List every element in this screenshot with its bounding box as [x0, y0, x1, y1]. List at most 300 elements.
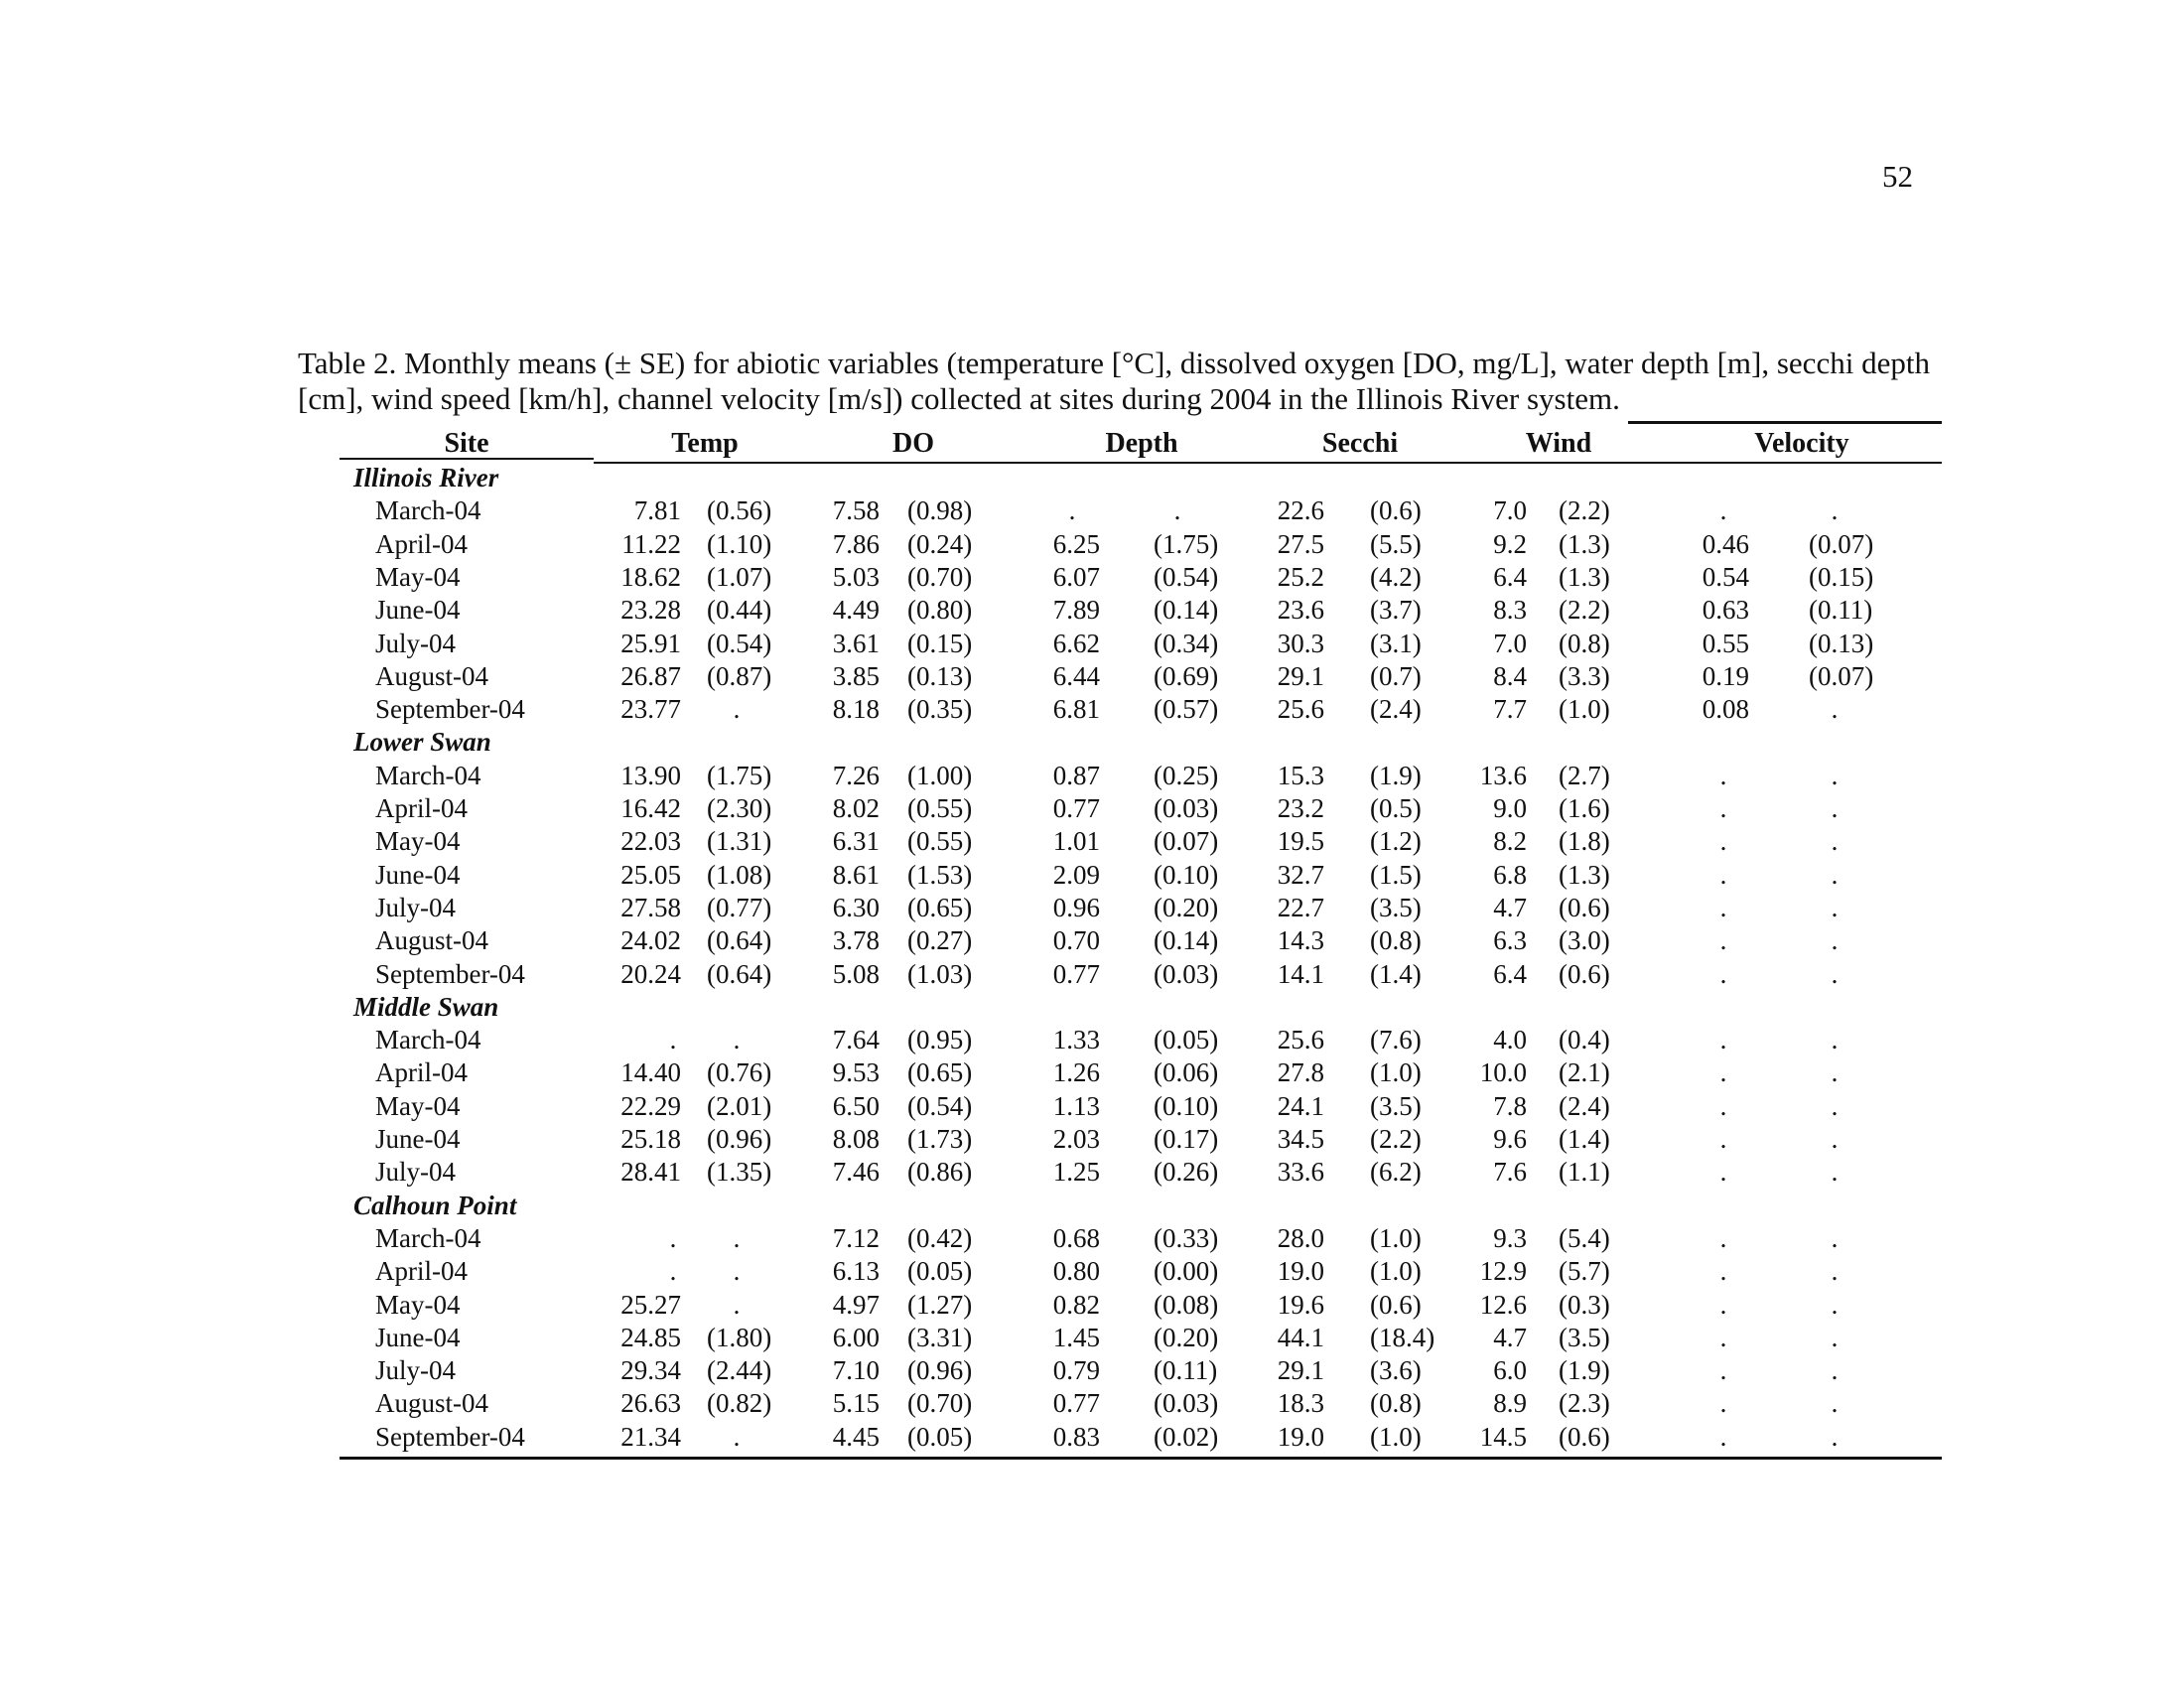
table-row [0, 595, 2184, 627]
missing-value: . [1719, 1157, 1727, 1188]
mean-value: 27.58 [620, 892, 681, 922]
header-do: DO [892, 428, 934, 459]
se-value: (0.98) [907, 495, 973, 526]
mean-value: 5.15 [832, 1388, 880, 1419]
se-value: (1.5) [1370, 859, 1422, 890]
month-label: April-04 [375, 1256, 468, 1287]
missing-value: . [1719, 1222, 1727, 1253]
missing-value: . [1831, 1124, 1839, 1154]
se-value: (0.6) [1559, 892, 1610, 922]
header-velocity: Velocity [1754, 428, 1849, 459]
table-row [0, 529, 2184, 561]
se-value: (0.86) [907, 1157, 973, 1188]
mean-value: 29.34 [620, 1355, 681, 1386]
table-caption: Table 2. Monthly means (± SE) for abiotic variables (temperature [°C], dissolved oxygen [DO, mg/L], water depth [m], secchi depth [cm], wind speed [km/h], channel velocity [m/s]) collected at sites during 2004 in the Illinois River system. [298, 346, 1930, 416]
month-label: April-04 [375, 793, 468, 823]
mean-value: 6.25 [1052, 528, 1100, 559]
header-temp: Temp [671, 428, 739, 459]
se-value: (0.54) [907, 1090, 973, 1121]
se-value: (0.82) [707, 1388, 772, 1419]
se-value: (0.34) [1154, 628, 1219, 658]
missing-value: . [1831, 1355, 1839, 1386]
se-value: (0.07) [1809, 660, 1874, 691]
se-value: (0.05) [1154, 1025, 1219, 1055]
se-value: (2.2) [1559, 595, 1610, 626]
mean-value: 14.1 [1277, 958, 1324, 989]
se-value: (1.75) [707, 760, 772, 790]
mean-value: 1.33 [1052, 1025, 1100, 1055]
mean-value: 20.24 [620, 958, 681, 989]
se-value: (0.6) [1559, 958, 1610, 989]
se-value: (0.55) [907, 826, 973, 857]
missing-value: . [1831, 1222, 1839, 1253]
se-value: (1.0) [1370, 1222, 1422, 1253]
mean-value: 25.91 [620, 628, 681, 658]
group-label: Illinois River [353, 463, 499, 492]
mean-value: 0.77 [1052, 793, 1100, 823]
month-label: August-04 [375, 660, 488, 691]
mean-value: 8.61 [832, 859, 880, 890]
table-row [0, 893, 2184, 924]
mean-value: 6.30 [832, 892, 880, 922]
se-value: (7.6) [1370, 1025, 1422, 1055]
se-value: (0.15) [1809, 561, 1874, 592]
missing-value: . [1719, 1057, 1727, 1088]
se-value: (0.65) [907, 1057, 973, 1088]
header-wind: Wind [1525, 428, 1592, 459]
missing-value: . [1831, 1322, 1839, 1352]
mean-value: 13.6 [1479, 760, 1527, 790]
mean-value: 23.2 [1277, 793, 1324, 823]
mean-value: 2.03 [1052, 1124, 1100, 1154]
mean-value: 34.5 [1277, 1124, 1324, 1154]
mean-value: 3.85 [832, 660, 880, 691]
table-row [0, 1025, 2184, 1056]
se-value: (1.35) [707, 1157, 772, 1188]
se-value: (1.4) [1559, 1124, 1610, 1154]
mean-value: 9.6 [1493, 1124, 1527, 1154]
table-row [0, 1124, 2184, 1156]
se-value: (0.44) [707, 595, 772, 626]
missing-value: . [1831, 1388, 1839, 1419]
mean-value: 0.80 [1052, 1256, 1100, 1287]
se-value: (2.2) [1559, 495, 1610, 526]
month-label: July-04 [375, 1355, 456, 1386]
missing-value: . [1719, 1421, 1727, 1452]
mean-value: 12.6 [1479, 1289, 1527, 1320]
se-value: (0.96) [907, 1355, 973, 1386]
se-value: (0.20) [1154, 1322, 1219, 1352]
missing-value: . [1831, 958, 1839, 989]
mean-value: 19.0 [1277, 1256, 1324, 1287]
se-value: (1.3) [1559, 859, 1610, 890]
mean-value: 23.28 [620, 595, 681, 626]
missing-value: . [733, 1289, 741, 1320]
month-label: September-04 [375, 1421, 525, 1452]
mean-value: 25.6 [1277, 1025, 1324, 1055]
mean-value: 29.1 [1277, 660, 1324, 691]
table-row [0, 1223, 2184, 1255]
se-value: (2.30) [707, 793, 772, 823]
se-value: (5.4) [1559, 1222, 1610, 1253]
missing-value: . [1719, 925, 1727, 956]
se-value: (3.5) [1370, 892, 1422, 922]
se-value: (0.06) [1154, 1057, 1219, 1088]
missing-value: . [1831, 1157, 1839, 1188]
header-depth: Depth [1105, 428, 1178, 459]
se-value: (0.20) [1154, 892, 1219, 922]
month-label: June-04 [375, 1124, 461, 1154]
month-label: July-04 [375, 628, 456, 658]
se-value: (2.7) [1559, 760, 1610, 790]
header-site: Site [444, 428, 489, 459]
se-value: (1.0) [1559, 694, 1610, 725]
se-value: (0.8) [1559, 628, 1610, 658]
se-value: (1.0) [1370, 1256, 1422, 1287]
mean-value: 6.00 [832, 1322, 880, 1352]
se-value: (0.11) [1154, 1355, 1218, 1386]
missing-value: . [669, 1222, 677, 1253]
table-row [0, 629, 2184, 660]
missing-value: . [1719, 892, 1727, 922]
se-value: (0.5) [1370, 793, 1422, 823]
table-row [0, 793, 2184, 825]
se-value: (1.31) [707, 826, 772, 857]
missing-value: . [1719, 1289, 1727, 1320]
mean-value: 0.70 [1052, 925, 1100, 956]
group-label: Lower Swan [353, 727, 491, 758]
missing-value: . [1831, 859, 1839, 890]
mean-value: 0.83 [1052, 1421, 1100, 1452]
se-value: (0.54) [707, 628, 772, 658]
mean-value: 33.6 [1277, 1157, 1324, 1188]
mean-value: 27.8 [1277, 1057, 1324, 1088]
mean-value: 11.22 [621, 528, 681, 559]
se-value: (2.01) [707, 1090, 772, 1121]
missing-value: . [669, 1256, 677, 1287]
se-value: (0.76) [707, 1057, 772, 1088]
mean-value: 19.6 [1277, 1289, 1324, 1320]
mean-value: 26.87 [620, 660, 681, 691]
se-value: (0.03) [1154, 1388, 1219, 1419]
mean-value: 7.81 [633, 495, 681, 526]
mean-value: 16.42 [620, 793, 681, 823]
month-label: March-04 [375, 1025, 481, 1055]
mean-value: 7.10 [832, 1355, 880, 1386]
month-label: July-04 [375, 1157, 456, 1188]
se-value: (1.1) [1559, 1157, 1610, 1188]
mean-value: 14.5 [1479, 1421, 1527, 1452]
missing-value: . [733, 1222, 741, 1253]
mean-value: 0.77 [1052, 958, 1100, 989]
mean-value: 6.62 [1052, 628, 1100, 658]
se-value: (0.35) [907, 694, 973, 725]
mean-value: 29.1 [1277, 1355, 1324, 1386]
mean-value: 5.03 [832, 561, 880, 592]
se-value: (0.07) [1154, 826, 1219, 857]
table-top-rule [1628, 421, 1942, 424]
se-value: (0.27) [907, 925, 973, 956]
missing-value: . [1719, 1256, 1727, 1287]
se-value: (0.70) [907, 561, 973, 592]
se-value: (2.44) [707, 1355, 772, 1386]
se-value: (1.07) [707, 561, 772, 592]
mean-value: 8.2 [1493, 826, 1527, 857]
se-value: (1.6) [1559, 793, 1610, 823]
mean-value: 5.08 [832, 958, 880, 989]
mean-value: 23.77 [620, 694, 681, 725]
se-value: (1.80) [707, 1322, 772, 1352]
mean-value: 19.5 [1277, 826, 1324, 857]
mean-value: 4.97 [832, 1289, 880, 1320]
month-label: June-04 [375, 595, 461, 626]
table-row [0, 1256, 2184, 1288]
missing-value: . [1831, 760, 1839, 790]
mean-value: 6.31 [832, 826, 880, 857]
month-label: April-04 [375, 1057, 468, 1088]
se-value: (0.8) [1370, 1388, 1422, 1419]
missing-value: . [733, 1256, 741, 1287]
month-label: May-04 [375, 826, 461, 857]
missing-value: . [1719, 1025, 1727, 1055]
se-value: (1.0) [1370, 1057, 1422, 1088]
mean-value: 1.13 [1052, 1090, 1100, 1121]
se-value: (18.4) [1370, 1322, 1435, 1352]
month-label: June-04 [375, 859, 461, 890]
missing-value: . [1831, 694, 1839, 725]
mean-value: 6.0 [1493, 1355, 1527, 1386]
missing-value: . [1831, 1090, 1839, 1121]
se-value: (6.2) [1370, 1157, 1422, 1188]
group-label: Middle Swan [353, 991, 499, 1022]
table-bottom-rule [340, 1457, 1942, 1460]
mean-value: 22.6 [1277, 495, 1324, 526]
table-row [0, 959, 2184, 991]
table-row [0, 761, 2184, 792]
missing-value: . [1831, 1025, 1839, 1055]
se-value: (0.69) [1154, 660, 1219, 691]
mean-value: 25.2 [1277, 561, 1324, 592]
missing-value: . [669, 1025, 677, 1055]
table-row [0, 925, 2184, 957]
table-row [0, 694, 2184, 726]
se-value: (3.31) [907, 1322, 973, 1352]
mean-value: 0.77 [1052, 1388, 1100, 1419]
se-value: (0.87) [707, 660, 772, 691]
header-secchi: Secchi [1321, 428, 1399, 459]
mean-value: 12.9 [1479, 1256, 1527, 1287]
mean-value: 14.40 [620, 1057, 681, 1088]
se-value: (0.08) [1154, 1289, 1219, 1320]
mean-value: 7.64 [832, 1025, 880, 1055]
se-value: (1.4) [1370, 958, 1422, 989]
se-value: (0.6) [1559, 1421, 1610, 1452]
se-value: (0.03) [1154, 958, 1219, 989]
se-value: (0.96) [707, 1124, 772, 1154]
mean-value: 8.4 [1493, 660, 1527, 691]
se-value: (0.10) [1154, 1090, 1219, 1121]
missing-value: . [1831, 1256, 1839, 1287]
se-value: (5.5) [1370, 528, 1422, 559]
se-value: (1.27) [907, 1289, 973, 1320]
mean-value: 32.7 [1277, 859, 1324, 890]
mean-value: 13.90 [620, 760, 681, 790]
se-value: (3.3) [1559, 660, 1610, 691]
mean-value: 9.53 [832, 1057, 880, 1088]
mean-value: 25.18 [620, 1124, 681, 1154]
mean-value: 21.34 [620, 1421, 681, 1452]
mean-value: 7.8 [1493, 1090, 1527, 1121]
mean-value: 0.96 [1052, 892, 1100, 922]
month-label: April-04 [375, 528, 468, 559]
month-label: July-04 [375, 892, 456, 922]
missing-value: . [1831, 925, 1839, 956]
mean-value: 1.25 [1052, 1157, 1100, 1188]
mean-value: 6.4 [1493, 958, 1527, 989]
mean-value: 0.55 [1702, 628, 1749, 658]
se-value: (0.6) [1370, 495, 1422, 526]
se-value: (0.8) [1370, 925, 1422, 956]
se-value: (2.1) [1559, 1057, 1610, 1088]
se-value: (0.14) [1154, 595, 1219, 626]
mean-value: 22.7 [1277, 892, 1324, 922]
mean-value: 6.13 [832, 1256, 880, 1287]
mean-value: 0.19 [1702, 660, 1749, 691]
mean-value: 6.50 [832, 1090, 880, 1121]
mean-value: 28.0 [1277, 1222, 1324, 1253]
mean-value: 7.86 [832, 528, 880, 559]
missing-value: . [1173, 495, 1181, 526]
se-value: (2.4) [1559, 1090, 1610, 1121]
mean-value: 23.6 [1277, 595, 1324, 626]
mean-value: 15.3 [1277, 760, 1324, 790]
mean-value: 7.26 [832, 760, 880, 790]
se-value: (4.2) [1370, 561, 1422, 592]
se-value: (0.7) [1370, 660, 1422, 691]
mean-value: 8.9 [1493, 1388, 1527, 1419]
missing-value: . [1831, 1421, 1839, 1452]
se-value: (0.13) [907, 660, 973, 691]
mean-value: 26.63 [620, 1388, 681, 1419]
table-row [0, 1290, 2184, 1322]
month-label: March-04 [375, 495, 481, 526]
missing-value: . [1719, 760, 1727, 790]
se-value: (1.03) [907, 958, 973, 989]
mean-value: 8.3 [1493, 595, 1527, 626]
se-value: (0.4) [1559, 1025, 1610, 1055]
se-value: (3.6) [1370, 1355, 1422, 1386]
se-value: (1.9) [1559, 1355, 1610, 1386]
mean-value: 6.07 [1052, 561, 1100, 592]
mean-value: 24.1 [1277, 1090, 1324, 1121]
page-number: 52 [1882, 159, 1913, 194]
mean-value: 4.49 [832, 595, 880, 626]
mean-value: 8.18 [832, 694, 880, 725]
se-value: (0.64) [707, 958, 772, 989]
se-value: (0.6) [1370, 1289, 1422, 1320]
mean-value: 44.1 [1277, 1322, 1324, 1352]
se-value: (1.0) [1370, 1421, 1422, 1452]
missing-value: . [1719, 1388, 1727, 1419]
mean-value: 10.0 [1479, 1057, 1527, 1088]
se-value: (3.7) [1370, 595, 1422, 626]
mean-value: 9.3 [1493, 1222, 1527, 1253]
se-value: (3.1) [1370, 628, 1422, 658]
se-value: (0.65) [907, 892, 973, 922]
mean-value: 3.61 [832, 628, 880, 658]
se-value: (0.70) [907, 1388, 973, 1419]
missing-value: . [1719, 826, 1727, 857]
month-label: August-04 [375, 925, 488, 956]
se-value: (0.80) [907, 595, 973, 626]
se-value: (0.54) [1154, 561, 1219, 592]
missing-value: . [733, 1025, 741, 1055]
month-label: March-04 [375, 760, 481, 790]
se-value: (0.95) [907, 1025, 973, 1055]
se-value: (0.24) [907, 528, 973, 559]
se-value: (0.64) [707, 925, 772, 956]
mean-value: 1.01 [1052, 826, 1100, 857]
se-value: (1.2) [1370, 826, 1422, 857]
month-label: May-04 [375, 1289, 461, 1320]
se-value: (0.3) [1559, 1289, 1610, 1320]
mean-value: 7.7 [1493, 694, 1527, 725]
se-value: (0.05) [907, 1256, 973, 1287]
mean-value: 0.08 [1702, 694, 1749, 725]
mean-value: 0.54 [1702, 561, 1749, 592]
missing-value: . [1831, 1057, 1839, 1088]
se-value: (2.2) [1370, 1124, 1422, 1154]
se-value: (1.53) [907, 859, 973, 890]
se-value: (3.5) [1559, 1322, 1610, 1352]
mean-value: 4.7 [1493, 1322, 1527, 1352]
mean-value: 6.4 [1493, 561, 1527, 592]
mean-value: 8.08 [832, 1124, 880, 1154]
missing-value: . [1719, 1322, 1727, 1352]
table-row [0, 1091, 2184, 1123]
mean-value: 7.0 [1493, 628, 1527, 658]
mean-value: 0.46 [1702, 528, 1749, 559]
missing-value: . [1719, 1124, 1727, 1154]
table-row [0, 1157, 2184, 1189]
missing-value: . [1719, 1355, 1727, 1386]
table-row [0, 1422, 2184, 1454]
mean-value: 7.46 [832, 1157, 880, 1188]
table-row [0, 1323, 2184, 1354]
mean-value: 1.45 [1052, 1322, 1100, 1352]
mean-value: 25.27 [620, 1289, 681, 1320]
mean-value: 4.0 [1493, 1025, 1527, 1055]
mean-value: 9.2 [1493, 528, 1527, 559]
se-value: (0.77) [707, 892, 772, 922]
mean-value: 4.7 [1493, 892, 1527, 922]
mean-value: 1.26 [1052, 1057, 1100, 1088]
month-label: September-04 [375, 958, 525, 989]
se-value: (0.57) [1154, 694, 1219, 725]
mean-value: 0.79 [1052, 1355, 1100, 1386]
se-value: (0.26) [1154, 1157, 1219, 1188]
se-value: (3.0) [1559, 925, 1610, 956]
mean-value: 0.82 [1052, 1289, 1100, 1320]
missing-value: . [1831, 892, 1839, 922]
se-value: (3.5) [1370, 1090, 1422, 1121]
se-value: (0.14) [1154, 925, 1219, 956]
se-value: (1.73) [907, 1124, 973, 1154]
table-row [0, 1057, 2184, 1089]
mean-value: 6.3 [1493, 925, 1527, 956]
se-value: (0.55) [907, 793, 973, 823]
table-row [0, 562, 2184, 594]
